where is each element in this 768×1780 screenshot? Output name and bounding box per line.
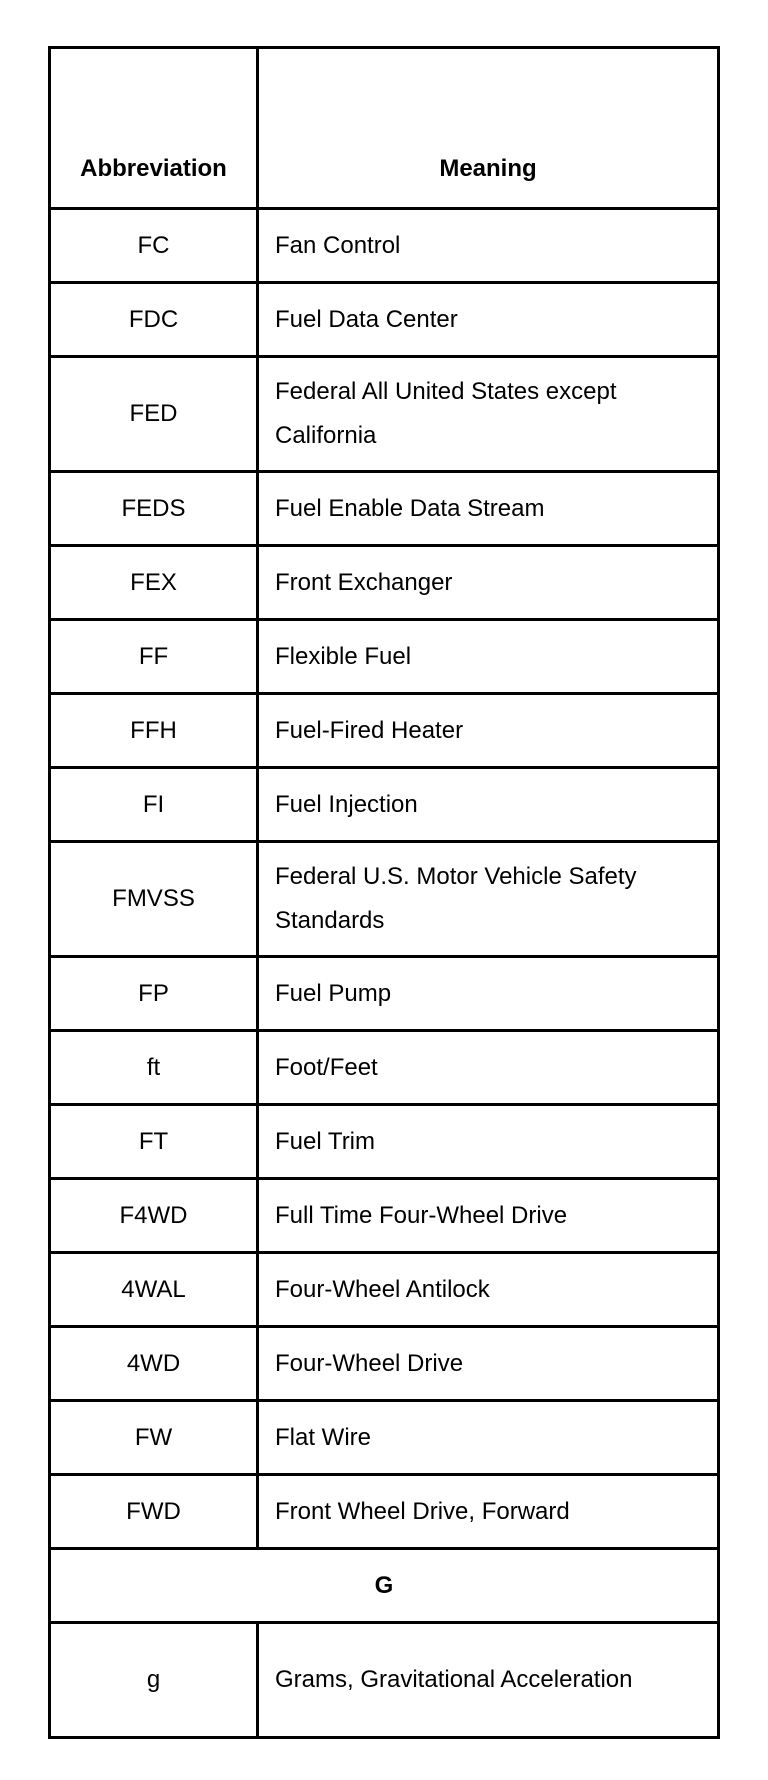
table-row (50, 546, 719, 620)
abbreviation-cell: FI (50, 768, 258, 842)
meaning-cell: Fuel Trim (258, 1105, 719, 1179)
abbreviation-cell: FW (50, 1401, 258, 1475)
meaning-cell: Federal All United States except California (258, 357, 719, 472)
meaning-cell: Grams, Gravitational Acceleration (258, 1623, 719, 1738)
abbreviation-cell: g (50, 1623, 258, 1738)
table-row (50, 842, 719, 957)
meaning-cell: Front Wheel Drive, Forward (258, 1475, 719, 1549)
abbreviation-cell: FF (50, 620, 258, 694)
table-row (50, 620, 719, 694)
meaning-cell: Four-Wheel Antilock (258, 1253, 719, 1327)
table-row (50, 1327, 719, 1401)
abbreviation-cell: FC (50, 209, 258, 283)
meaning-column-header: Meaning (258, 48, 719, 209)
meaning-cell: Fuel Injection (258, 768, 719, 842)
abbreviation-table (48, 46, 720, 1739)
meaning-cell: Fan Control (258, 209, 719, 283)
meaning-cell: Front Exchanger (258, 546, 719, 620)
abbreviation-cell: FT (50, 1105, 258, 1179)
abbreviation-cell: FP (50, 957, 258, 1031)
abbreviation-cell: ft (50, 1031, 258, 1105)
abbreviation-cell: FMVSS (50, 842, 258, 957)
section-header-row (50, 1549, 719, 1623)
meaning-cell: Fuel Enable Data Stream (258, 472, 719, 546)
table-row (50, 1623, 719, 1738)
meaning-cell: Fuel-Fired Heater (258, 694, 719, 768)
table-row (50, 768, 719, 842)
meaning-cell: Foot/Feet (258, 1031, 719, 1105)
table-row (50, 694, 719, 768)
table-row (50, 209, 719, 283)
abbreviation-cell: FDC (50, 283, 258, 357)
table-row (50, 1475, 719, 1549)
abbreviation-cell: 4WD (50, 1327, 258, 1401)
table-row (50, 357, 719, 472)
abbreviation-cell: FWD (50, 1475, 258, 1549)
meaning-cell: Fuel Pump (258, 957, 719, 1031)
abbreviation-cell: FFH (50, 694, 258, 768)
table-row (50, 1031, 719, 1105)
meaning-cell: Full Time Four-Wheel Drive (258, 1179, 719, 1253)
table-row (50, 283, 719, 357)
abbreviation-cell: F4WD (50, 1179, 258, 1253)
table-row (50, 1179, 719, 1253)
table-row (50, 472, 719, 546)
meaning-cell: Four-Wheel Drive (258, 1327, 719, 1401)
abbreviation-cell: FED (50, 357, 258, 472)
table-row (50, 957, 719, 1031)
meaning-cell: Fuel Data Center (258, 283, 719, 357)
section-letter: G (50, 1549, 719, 1623)
meaning-cell: Flexible Fuel (258, 620, 719, 694)
abbreviation-column-header: Abbreviation (50, 48, 258, 209)
table-row (50, 1253, 719, 1327)
table-row (50, 1105, 719, 1179)
abbreviation-cell: FEDS (50, 472, 258, 546)
abbreviation-cell: 4WAL (50, 1253, 258, 1327)
meaning-cell: Flat Wire (258, 1401, 719, 1475)
table-header-row (50, 48, 719, 209)
table-row (50, 1401, 719, 1475)
meaning-cell: Federal U.S. Motor Vehicle Safety Standards (258, 842, 719, 957)
abbreviation-cell: FEX (50, 546, 258, 620)
